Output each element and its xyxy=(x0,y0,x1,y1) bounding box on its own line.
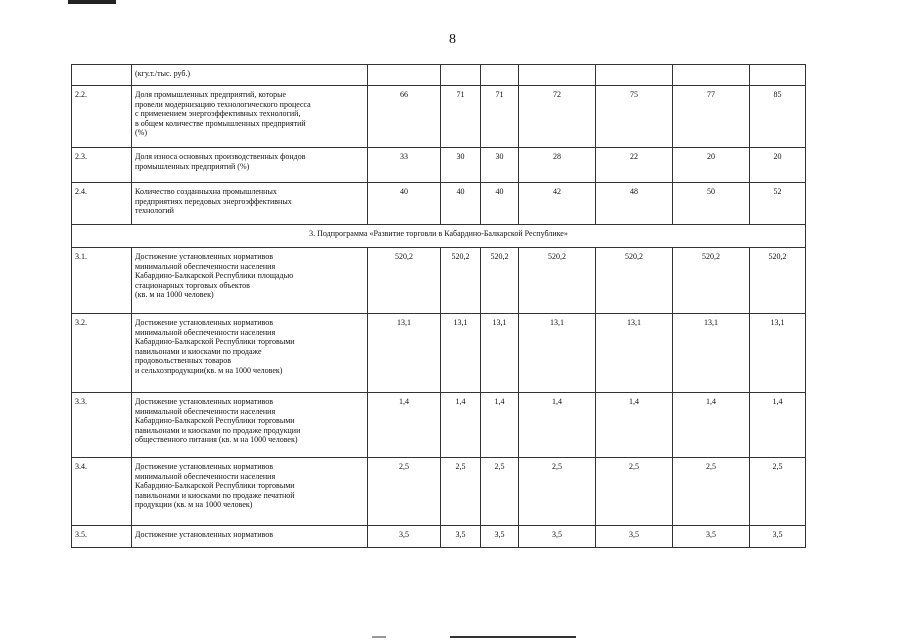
table-row xyxy=(72,526,806,548)
value-cell: 77 xyxy=(673,86,750,148)
indicators-table xyxy=(71,64,806,548)
value-cell: 13,1 xyxy=(441,314,481,393)
value-cell: 1,4 xyxy=(673,393,750,458)
value-cell: 13,1 xyxy=(368,314,441,393)
indicator-description xyxy=(132,526,368,548)
description-line: продукции (кв. м на 1000 человек) xyxy=(135,500,253,510)
description-line: Кабардино-Балкарской Республики торговыми xyxy=(135,337,295,347)
value-cell: 2,5 xyxy=(519,458,596,526)
description-line: Достижение установленных нормативов xyxy=(135,252,273,261)
value-cell: 3,5 xyxy=(481,526,519,548)
value-cell xyxy=(750,65,806,86)
row-number xyxy=(72,65,132,86)
description-line: стационарных торговых объектов xyxy=(135,280,250,290)
description-line: (%) xyxy=(135,128,147,138)
description-line: и сельхозпродукции(кв. м на 1000 человек) xyxy=(135,365,283,375)
value-cell: 3,5 xyxy=(750,526,806,548)
value-cell: 520,2 xyxy=(596,248,673,314)
row-number: 2.4. xyxy=(72,183,132,225)
value-cell: 2,5 xyxy=(441,458,481,526)
description-line: павильонами и киосками по продаже xyxy=(135,346,262,356)
value-cell: 1,4 xyxy=(481,393,519,458)
row-number: 2.2. xyxy=(72,86,132,148)
value-cell: 520,2 xyxy=(481,248,519,314)
value-cell: 48 xyxy=(596,183,673,225)
value-cell: 3,5 xyxy=(519,526,596,548)
description-line: продовольственных товаров xyxy=(135,356,232,366)
indicator-description xyxy=(132,458,368,526)
page-number: 8 xyxy=(449,32,456,47)
description-line: (кв. м на 1000 человек) xyxy=(135,290,214,300)
value-cell: 2,5 xyxy=(481,458,519,526)
value-cell: 85 xyxy=(750,86,806,148)
table-row xyxy=(72,86,806,148)
value-cell xyxy=(441,65,481,86)
value-cell: 20 xyxy=(750,148,806,183)
value-cell: 2,5 xyxy=(596,458,673,526)
table-row xyxy=(72,65,806,86)
value-cell: 520,2 xyxy=(441,248,481,314)
value-cell: 30 xyxy=(441,148,481,183)
value-cell: 75 xyxy=(596,86,673,148)
indicator-description xyxy=(132,183,368,225)
value-cell: 52 xyxy=(750,183,806,225)
value-cell: 13,1 xyxy=(519,314,596,393)
value-cell: 33 xyxy=(368,148,441,183)
indicator-description xyxy=(132,314,368,393)
row-number: 2.3. xyxy=(72,148,132,183)
value-cell: 1,4 xyxy=(368,393,441,458)
description-line: технологий xyxy=(135,206,174,216)
value-cell: 3,5 xyxy=(673,526,750,548)
indicator-description xyxy=(132,248,368,314)
description-line: Доля промышленных предприятий, которые xyxy=(135,90,287,99)
description-line: провели модернизацию технологического процесса xyxy=(135,99,311,109)
value-cell: 520,2 xyxy=(673,248,750,314)
table-row xyxy=(72,148,806,183)
value-cell: 3,5 xyxy=(368,526,441,548)
value-cell xyxy=(596,65,673,86)
description-line: с применением энергоэффективных технологий, xyxy=(135,109,301,119)
footer-mark-left xyxy=(372,636,386,638)
description-line: Достижение установленных нормативов xyxy=(135,530,273,539)
value-cell: 1,4 xyxy=(441,393,481,458)
description-line: Кабардино-Балкарской Республики торговыми xyxy=(135,416,295,426)
description-line: промышленных предприятий (%) xyxy=(135,161,250,171)
indicator-description xyxy=(132,65,368,86)
description-line: минимальной обеспеченности населения xyxy=(135,261,276,271)
value-cell: 50 xyxy=(673,183,750,225)
table-row xyxy=(72,458,806,526)
value-cell: 2,5 xyxy=(368,458,441,526)
value-cell: 20 xyxy=(673,148,750,183)
description-line: Кабардино-Балкарской Республики площадью xyxy=(135,271,294,281)
description-line: минимальной обеспеченности населения xyxy=(135,471,276,481)
footer-mark xyxy=(450,636,576,638)
description-line: Кабардино-Балкарской Республики торговыми xyxy=(135,481,295,491)
description-line: павильонами и киосками по продаже печатной xyxy=(135,490,295,500)
value-cell: 30 xyxy=(481,148,519,183)
description-line: (кгу.т./тыс. руб.) xyxy=(135,69,191,78)
value-cell: 71 xyxy=(441,86,481,148)
description-line: в общем количестве промышленных предприятий xyxy=(135,118,306,128)
description-line: Количество созданныхна промышленных xyxy=(135,187,277,196)
value-cell: 3,5 xyxy=(596,526,673,548)
row-number: 3.4. xyxy=(72,458,132,526)
value-cell: 520,2 xyxy=(750,248,806,314)
value-cell: 1,4 xyxy=(596,393,673,458)
row-number: 3.1. xyxy=(72,248,132,314)
value-cell: 71 xyxy=(481,86,519,148)
table-row xyxy=(72,314,806,393)
table-row xyxy=(72,183,806,225)
description-line: минимальной обеспеченности населения xyxy=(135,406,276,416)
value-cell: 13,1 xyxy=(673,314,750,393)
value-cell: 1,4 xyxy=(519,393,596,458)
value-cell xyxy=(368,65,441,86)
row-number: 3.5. xyxy=(72,526,132,548)
section-title: 3. Подпрограмма «Развитие торговли в Кабардино-Балкарской Республике» xyxy=(72,225,806,248)
value-cell xyxy=(519,65,596,86)
description-line: Достижение установленных нормативов xyxy=(135,462,273,471)
value-cell xyxy=(673,65,750,86)
value-cell: 2,5 xyxy=(673,458,750,526)
value-cell: 520,2 xyxy=(519,248,596,314)
indicator-description xyxy=(132,86,368,148)
description-line: общественного питания (кв. м на 1000 человек) xyxy=(135,435,298,445)
value-cell: 72 xyxy=(519,86,596,148)
table-row xyxy=(72,248,806,314)
description-line: Достижение установленных нормативов xyxy=(135,318,273,327)
description-line: павильонами и киосками по продаже продукции xyxy=(135,425,301,435)
value-cell: 40 xyxy=(441,183,481,225)
value-cell: 3,5 xyxy=(441,526,481,548)
value-cell: 28 xyxy=(519,148,596,183)
description-line: предприятиях передовых энергоэффективных xyxy=(135,196,292,206)
row-number: 3.3. xyxy=(72,393,132,458)
description-line: Достижение установленных нормативов xyxy=(135,397,273,406)
value-cell: 520,2 xyxy=(368,248,441,314)
section-header-row xyxy=(72,225,806,248)
value-cell: 13,1 xyxy=(596,314,673,393)
value-cell: 13,1 xyxy=(750,314,806,393)
value-cell: 40 xyxy=(481,183,519,225)
value-cell: 13,1 xyxy=(481,314,519,393)
value-cell: 1,4 xyxy=(750,393,806,458)
row-number: 3.2. xyxy=(72,314,132,393)
value-cell: 2,5 xyxy=(750,458,806,526)
description-line: Доля износа основных производственных фондов xyxy=(135,152,306,161)
value-cell: 40 xyxy=(368,183,441,225)
value-cell: 66 xyxy=(368,86,441,148)
value-cell xyxy=(481,65,519,86)
indicator-description xyxy=(132,393,368,458)
table-row xyxy=(72,393,806,458)
value-cell: 42 xyxy=(519,183,596,225)
value-cell: 22 xyxy=(596,148,673,183)
indicator-description xyxy=(132,148,368,183)
top-edge-mark xyxy=(68,0,116,4)
description-line: минимальной обеспеченности населения xyxy=(135,327,276,337)
